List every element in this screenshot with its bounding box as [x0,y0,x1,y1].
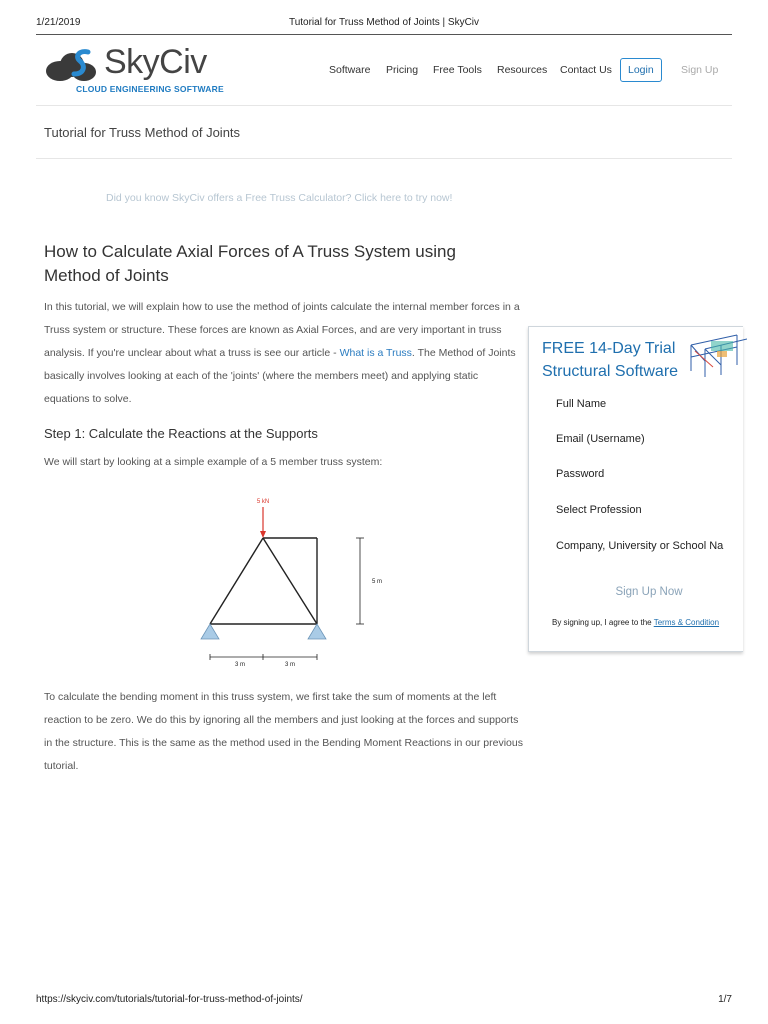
terms-conditions-link[interactable]: Terms & Condition [653,618,720,627]
nav-item-contact-us[interactable]: Contact Us [560,64,612,76]
left-support-icon [201,624,219,639]
intro-text-after: . The Method of Joints basically involves looking at each of the 'joints' (where the members meet) and applying static equations to solve. [44,347,516,405]
truss-diagram [195,490,395,670]
email-field[interactable]: Email (Username) [556,433,645,445]
nav-item-software[interactable]: Software [329,64,371,76]
nav-item-free-tools[interactable]: Free Tools [433,64,482,76]
header-divider [36,105,732,106]
span-right-label: 3 m [284,662,296,668]
login-button[interactable]: Login [620,58,662,82]
article-title: How to Calculate Axial Forces of A Truss System using Method of Joints [44,242,456,285]
subtitle-divider [36,158,732,159]
trial-title [542,337,678,383]
terms-prefix: By signing up, I agree to the [552,618,654,627]
logo-wordmark: SkyCiv [104,43,207,81]
intro-paragraph [44,296,524,411]
terms-notice [552,618,719,627]
what-is-a-truss-link[interactable]: What is a Truss [339,347,412,359]
free-truss-calculator-promo[interactable]: Did you know SkyCiv offers a Free Truss Calculator? Click here to try now! [106,192,453,204]
password-field[interactable]: Password [556,468,605,480]
trial-title-line1: FREE 14-Day Trial [542,340,676,357]
print-title: Tutorial for Truss Method of Joints | SkyCiv [288,17,480,28]
step1-heading: Step 1: Calculate the Reactions at the Supports [44,426,318,441]
span-left-label: 3 m [234,662,246,668]
signup-link[interactable]: Sign Up [681,64,719,76]
right-diagonal [263,538,317,624]
logo-tagline: CLOUD ENGINEERING SOFTWARE [76,84,224,94]
company-field[interactable]: Company, University or School Na [556,540,724,552]
left-diagonal [210,538,263,624]
full-name-field[interactable]: Full Name [556,398,607,410]
top-nav [0,58,768,84]
page-subtitle: Tutorial for Truss Method of Joints [44,125,241,140]
height-label: 5 m [372,579,383,585]
load-label: 5 kN [256,499,270,505]
right-support-icon [308,624,326,639]
sign-up-now-button[interactable]: Sign Up Now [615,586,683,598]
nav-item-pricing[interactable]: Pricing [386,64,419,76]
bending-moment-paragraph: To calculate the bending moment in this truss system, we first take the sum of moments at the left reaction to be zero. We do this by ignoring all the members and just looking at the forces and supports in the structure. This is the same as the method used in the Bending Moment Reactions in our previous tutorial. [44,691,523,772]
structure-3d-model-icon [687,331,747,383]
intro-text-before: In this tutorial, we will explain how to use the method of joints calculate the internal member forces in a Truss system or structure. These forces are known as Axial Forces, and are very important in truss analysis. If you're unclear about what a truss is see our article - [44,301,520,359]
trial-title-line2: Structural Software [542,363,679,380]
print-page-number: 1/7 [718,994,732,1005]
truss-members [210,538,317,624]
print-header-divider [36,34,732,35]
step1-text: We will start by looking at a simple example of a 5 member truss system: [44,456,383,468]
free-trial-signup-panel [528,326,743,652]
nav-item-resources[interactable]: Resources [497,64,548,76]
print-date: 1/21/2019 [36,17,81,28]
load-arrowhead-icon [260,531,266,538]
print-footer-url: https://skyciv.com/tutorials/tutorial-for-truss-method-of-joints/ [36,994,303,1005]
profession-select[interactable]: Select Profession [556,504,642,516]
